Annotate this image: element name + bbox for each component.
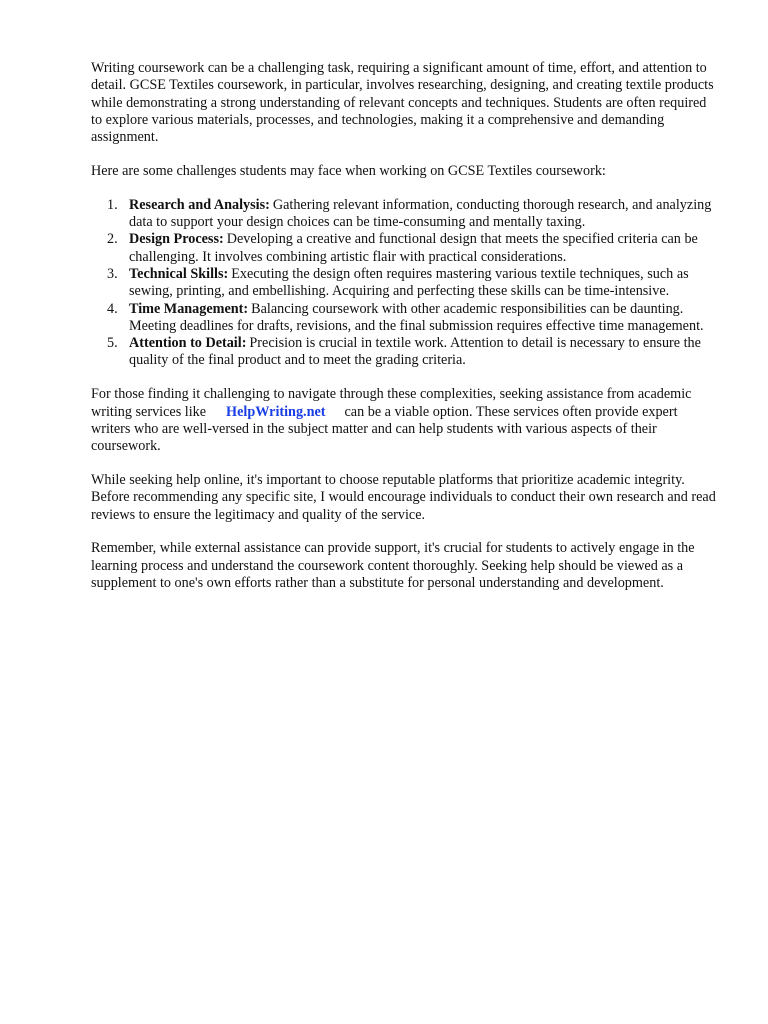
- challenges-lead-paragraph: Here are some challenges students may face when working on GCSE Textiles coursework:: [91, 162, 606, 179]
- helpwriting-link[interactable]: HelpWriting.net: [226, 403, 326, 420]
- list-item: [91, 197, 716, 232]
- challenges-list: [91, 197, 716, 370]
- list-item-title: Time Management:: [129, 300, 249, 317]
- intro-paragraph: Writing coursework can be a challenging task, requiring a significant amount of time, effort, and attention to detail. GCSE Textiles coursework, in particular, involves researching, designing, and creating textile products while demonstrating a strong understanding of relevant concepts and techniques. Students are often required to explore various materials, processes, and technologies, making it a comprehensive and demanding assignment.: [91, 60, 714, 146]
- list-item-text: Balancing coursework with other academic responsibilities can be daunting. Meeting deadlines for drafts, revisions, and the final submission requires effective time management.: [129, 300, 704, 334]
- list-item-number: 5.: [107, 335, 118, 352]
- list-item-title: Design Process:: [129, 231, 224, 248]
- list-item-number: 2.: [107, 231, 118, 248]
- list-item: [91, 266, 716, 301]
- remember-paragraph: Remember, while external assistance can provide support, it's crucial for students to actively engage in the learning process and understand the coursework content thoroughly. Seeking help should be viewed as a supplement to one's own efforts rather than a substitute for personal understanding and development.: [91, 540, 695, 591]
- document-body: [91, 60, 716, 609]
- online-help-paragraph: While seeking help online, it's important to choose reputable platforms that prioritize academic integrity. Before recommending any specific site, I would encourage individuals to conduct their own research and read reviews to ensure the legitimacy and quality of the service.: [91, 471, 716, 523]
- list-item-text: Executing the design often requires mastering various textile techniques, such as sewing, printing, and embellishing. Acquiring and perfecting these skills can be time-intensive.: [129, 265, 689, 300]
- list-item-title: Research and Analysis:: [129, 196, 270, 213]
- list-item: [91, 301, 716, 336]
- list-item-number: 3.: [107, 265, 118, 282]
- list-item-title: Technical Skills:: [129, 265, 229, 282]
- list-item-text: Precision is crucial in textile work. Attention to detail is necessary to ensure the quality of the final product and to meet the grading criteria.: [129, 335, 701, 369]
- list-item-text: Developing a creative and functional design that meets the specified criteria can be challenging. It involves combining artistic flair with practical considerations.: [129, 231, 698, 265]
- list-item: [91, 231, 716, 266]
- list-item-number: 1.: [107, 196, 118, 213]
- list-item-text: Gathering relevant information, conducting thorough research, and analyzing data to support your design choices can be time-consuming and mentally taxing.: [129, 196, 712, 231]
- list-item-number: 4.: [107, 300, 118, 317]
- list-item-title: Attention to Detail:: [129, 335, 247, 352]
- list-item: [91, 335, 716, 370]
- assistance-paragraph: [91, 386, 716, 455]
- assistance-text-before: For those finding it challenging to navigate through these complexities, seeking assistance from academic writing services like: [91, 386, 692, 420]
- assistance-text-after: can be a viable option. These services often provide expert writers who are well-versed in the subject matter and can help students with various aspects of their coursework.: [91, 403, 678, 455]
